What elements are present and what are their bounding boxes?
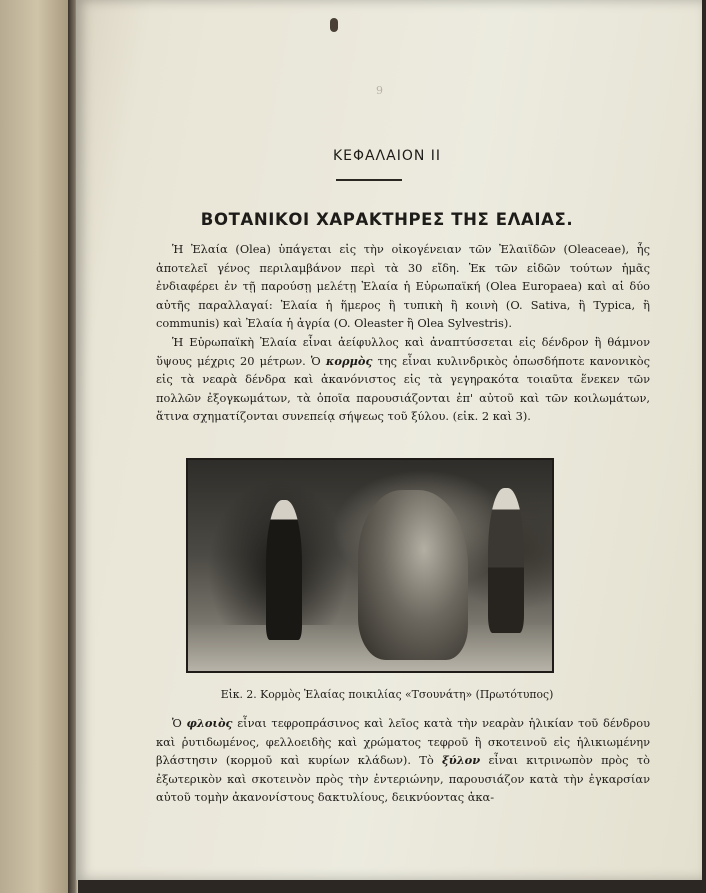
photo-person-left (266, 500, 302, 640)
term-floios: φλοιὸς (186, 716, 233, 730)
page-number: 9 (376, 84, 383, 97)
paragraph-2 (156, 333, 650, 426)
chapter-heading: ΚΕΦΑΛΑΙΟΝ ΙΙ (332, 148, 442, 164)
photo-person-right (488, 488, 524, 633)
paragraph-3-text-c: εἶναι τεφροπράσινος καὶ λεῖος κατὰ τὴν νεαρὰν ἡλικίαν τοῦ δένδρου καὶ ῥυτιδωμένος, φελλοειδὴς καὶ χρώματος τεφροῦ ἢ σκοτεινοῦ εἰς ἡλικιωμένην βλάστησιν (κορμοῦ καὶ κυρίων κλάδων). Τὸ (156, 716, 650, 768)
term-kormos: κορμὸς (325, 353, 373, 368)
chapter-rule (336, 179, 402, 181)
paragraph-3-text-a: Ὁ (172, 716, 187, 730)
paragraph-3-text-e: εἶναι κιτρινωπὸν πρὸς τὸ ἐξωτερικὸν καὶ σκοτεινὸν πρὸς τὴν ἐντεριώνην, παρουσιάζον κατὰ τὴν ἐγκαρσίαν αὐτοῦ τομὴν ἀκανονίστους δακτυλίους, δεικνύοντας ἀκα- (156, 753, 650, 805)
binding-staple (330, 18, 338, 32)
body-text-top (156, 240, 650, 426)
body-text-bottom (156, 714, 650, 807)
book-page (76, 0, 702, 880)
paragraph-1 (156, 240, 650, 333)
paragraph-3 (156, 714, 650, 807)
figure-caption: Εἰκ. 2. Κορμὸς Ἐλαίας ποικιλίας «Τσουνάτη» (Πρωτότυπος) (220, 688, 554, 701)
photo-olive-trunk (358, 490, 468, 660)
term-xylon: ξύλον (442, 753, 481, 768)
figure-photo-olive-trunk (186, 458, 554, 673)
facing-page-edge (0, 0, 68, 893)
paragraph-1-text: Ἡ Ἐλαία (Olea) ὑπάγεται εἰς τὴν οἰκογένειαν τῶν Ἐλαιϊδῶν (Oleaceae), ἧς ἀποτελεῖ γένος περιλαμβάνον περὶ τὰ 30 εἴδη. Ἐκ τῶν εἰδῶν τούτων ἡμᾶς ἐνδιαφέρει ἐν τῇ παρούσῃ μελέτῃ Ἐλαία ἡ Εὐρωπαϊκή (Olea Europaea) καὶ αἱ δύο αὐτῆς παραλλαγαί: Ἐλαία ἡ ἥμερος ἢ τυπικὴ ἢ κοινὴ (O. Sativa, ἢ Typica, ἢ communis) καὶ Ἐλαία ἡ ἀγρία (O. Oleaster ἢ Olea Sylvestris). (156, 242, 650, 331)
paragraph-2-text-a: Ἡ Εὐρωπαϊκὴ Ἐλαία εἶναι ἀείφυλλος καὶ ἀναπτύσσεται εἰς δένδρον ἢ θάμνον ὕψους μέχρις 20 μέτρων. Ὁ (156, 334, 650, 368)
section-title: ΒΟΤΑΝΙΚΟΙ ΧΑΡΑΚΤΗΡΕΣ ΤΗΣ ΕΛΑΙΑΣ. (200, 210, 574, 229)
paragraph-2-text-c: της εἶναι κυλινδρικὸς ὁπωσδήποτε κανονικὸς εἰς τὰ νεαρὰ δένδρα καὶ ἀκανόνιστος εἰς τὰ γεγηρακότα τοιαῦτα ἕνεκεν τῶν πολλῶν ἐξογκωμάτων, τὰ ὁποῖα παρουσιάζονται ἐπ' αὐτοῦ καὶ τῶν κοιλωμάτων, ἅτινα σχηματίζονται συνεπείᾳ σήψεως τοῦ ξύλου. (εἰκ. 2 καὶ 3). (156, 353, 650, 424)
